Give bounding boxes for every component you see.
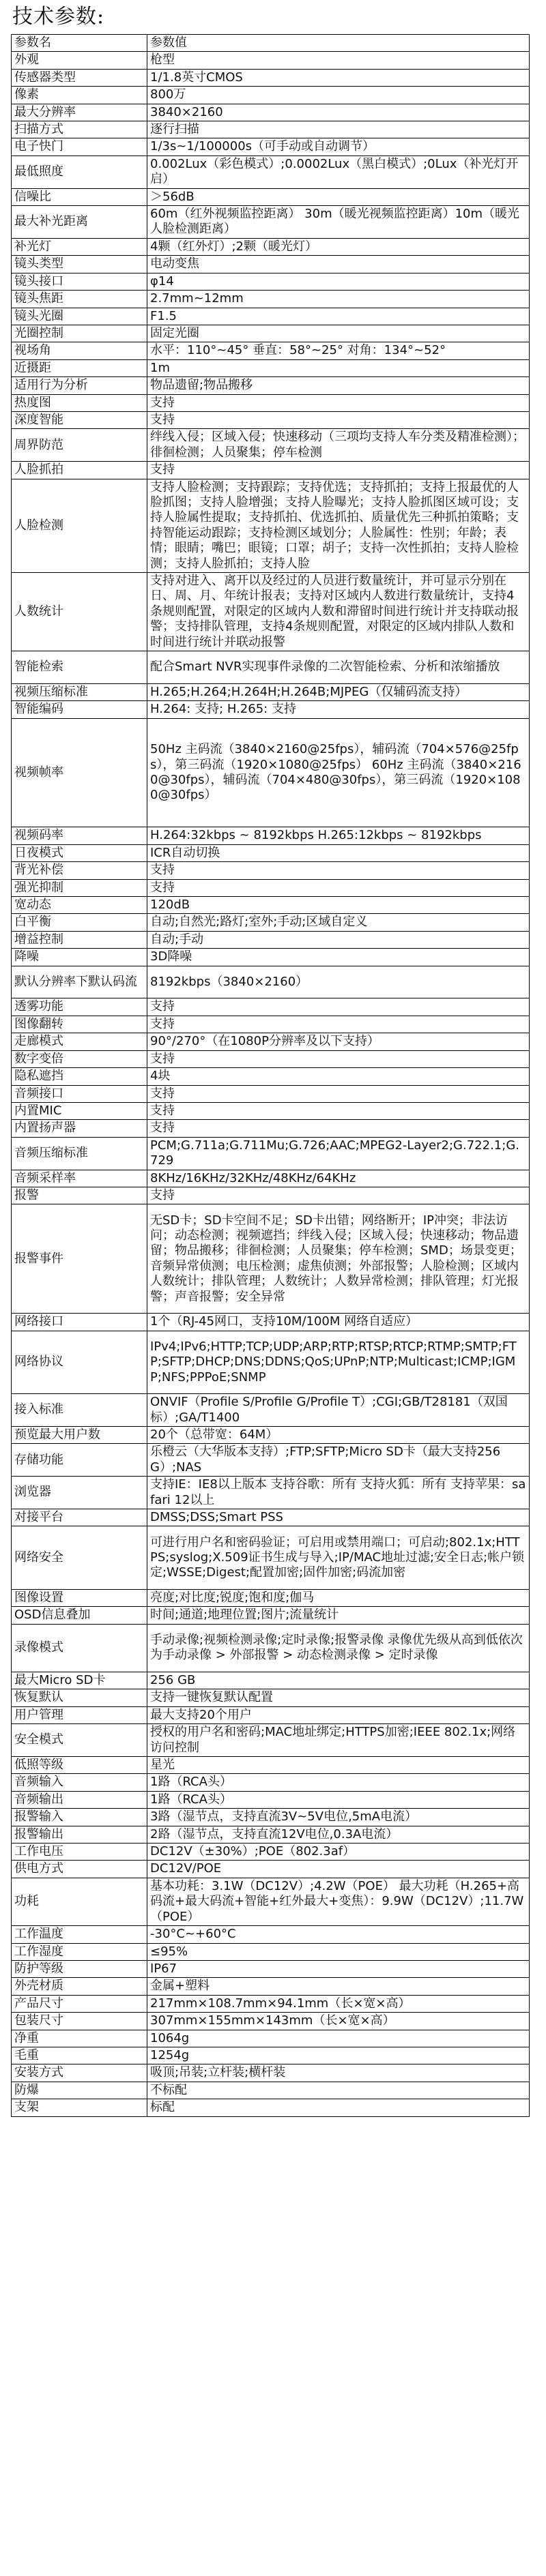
- param-value: 绊线入侵；区域入侵；快速移动（三项均支持人车分类及精准检测）；徘徊检测；人员聚集；停车检测: [147, 429, 530, 462]
- table-row: [12, 256, 530, 273]
- table-row: [12, 897, 530, 914]
- param-value: 0.002Lux（彩色模式）;0.0002Lux（黑白模式）;0Lux（补光灯开启）: [147, 156, 530, 188]
- table-row: [12, 844, 530, 861]
- param-name: 电子快门: [12, 138, 147, 156]
- table-row: [12, 121, 530, 138]
- table-row: [12, 1978, 530, 1995]
- param-name: 网络安全: [12, 1526, 147, 1590]
- param-value: 3840×2160: [147, 104, 530, 121]
- param-value: 1254g: [147, 2047, 530, 2064]
- param-value: ONVIF（Profile S/Profile G/Profile T）;CGI;GB/T28181（双国标）;GA/T1400: [147, 1394, 530, 1427]
- table-row: [12, 138, 530, 156]
- table-row: [12, 701, 530, 718]
- table-row: [12, 1033, 530, 1050]
- param-name: 报警输出: [12, 1826, 147, 1843]
- table-row: [12, 718, 530, 827]
- param-name: 白平衡: [12, 914, 147, 931]
- param-value: φ14: [147, 273, 530, 290]
- table-row: [12, 342, 530, 359]
- spec-table-body: [12, 35, 530, 2117]
- param-value: 手动录像;视频检测录像;定时录像;报警录像 录像优先级从高到低依次为手动录像 > 外部报警 > 动态检测录像 > 定时录像: [147, 1624, 530, 1672]
- table-row: [12, 651, 530, 684]
- table-row: [12, 914, 530, 931]
- param-name: 镜头接口: [12, 273, 147, 290]
- param-name: 默认分辨率下默认码流: [12, 966, 147, 998]
- table-row: [12, 394, 530, 411]
- table-row: [12, 966, 530, 998]
- table-row: [12, 429, 530, 462]
- param-value: 逐行扫描: [147, 121, 530, 138]
- param-value: 1个（RJ-45网口，支持10M/100M 网络自适应）: [147, 1314, 530, 1331]
- table-row: [12, 1050, 530, 1067]
- param-value: 无SD卡；SD卡空间不足；SD卡出错；网络断开；IP冲突；非法访问；动态检测；视频遮挡；绊线入侵；区域入侵；快速移动；物品遗留；物品搬移；徘徊检测；人员聚集；停车检测；SMD；场景变更；音频异常侦测；电压检测；虚焦侦测；外部报警；人脸检测；区域内人数统计；排队管理；人数统计；人数异常检测；排队管理；灯光报警；声音报警；安全异常: [147, 1204, 530, 1314]
- table-row: [12, 1314, 530, 1331]
- spec-table: [11, 34, 530, 2117]
- param-name: 浏览器: [12, 1477, 147, 1509]
- param-name: 支架: [12, 2099, 147, 2116]
- table-row: [12, 2047, 530, 2064]
- param-value: 支持: [147, 1085, 530, 1102]
- table-row: [12, 998, 530, 1016]
- param-value: 2路（湿节点，支持直流12V电位,0.3A电流）: [147, 1826, 530, 1843]
- param-name: 音频接口: [12, 1085, 147, 1102]
- table-row: [12, 462, 530, 479]
- param-name: 音频输出: [12, 1791, 147, 1808]
- param-name: 外壳材质: [12, 1978, 147, 1995]
- param-name: 存储功能: [12, 1444, 147, 1477]
- table-row: [12, 2013, 530, 2030]
- param-value: 支持对进入、离开以及经过的人员进行数量统计，并可显示分别在日、周、月、年统计报表；支持对区域内人数进行数量统计，支持4条规则配置，对限定的区域内人数和滞留时间进行统计并支持联动报警；支持排队管理，支持4条规则配置，对限定的区域内排队人数和时间进行统计并联动报警: [147, 573, 530, 651]
- table-row: [12, 1187, 530, 1204]
- param-name: 用户管理: [12, 1706, 147, 1723]
- param-name: 强光抑制: [12, 879, 147, 896]
- table-row: [12, 188, 530, 205]
- param-name: 对接平台: [12, 1509, 147, 1526]
- param-name: 内置扬声器: [12, 1120, 147, 1137]
- param-value: 支持: [147, 1102, 530, 1119]
- param-value: 支持: [147, 1120, 530, 1137]
- param-value: ＞56dB: [147, 188, 530, 205]
- table-row: [12, 479, 530, 572]
- param-value: DC12V/POE: [147, 1861, 530, 1878]
- table-row: [12, 1861, 530, 1878]
- param-value: 支持: [147, 879, 530, 896]
- param-value: 时间;通道;地理位置;图片;流量统计: [147, 1607, 530, 1624]
- table-row: [12, 291, 530, 308]
- param-name: 镜头光圈: [12, 308, 147, 325]
- param-value: 1064g: [147, 2030, 530, 2047]
- param-name: OSD信息叠加: [12, 1607, 147, 1624]
- param-name: 工作温度: [12, 1926, 147, 1943]
- table-row: [12, 1526, 530, 1590]
- param-name: 预览最大用户数: [12, 1426, 147, 1443]
- table-row: [12, 377, 530, 394]
- param-value: IP67: [147, 1960, 530, 1977]
- table-row: [12, 1331, 530, 1394]
- param-name: 数字变倍: [12, 1050, 147, 1067]
- param-name: 宽动态: [12, 897, 147, 914]
- table-row: [12, 1102, 530, 1119]
- param-name: 增益控制: [12, 931, 147, 948]
- param-name: 镜头类型: [12, 256, 147, 273]
- param-name: 安装方式: [12, 2064, 147, 2082]
- table-row: [12, 104, 530, 121]
- param-value: ≤95%: [147, 1943, 530, 1960]
- param-value: -30°C~+60°C: [147, 1926, 530, 1943]
- param-value: 枪型: [147, 52, 530, 69]
- table-row: [12, 931, 530, 948]
- param-name: 周界防范: [12, 429, 147, 462]
- param-value: 256 GB: [147, 1672, 530, 1689]
- param-name: 网络协议: [12, 1331, 147, 1394]
- param-value: PCM;G.711a;G.711Mu;G.726;AAC;MPEG2-Layer2;G.722.1;G.729: [147, 1137, 530, 1170]
- table-row: [12, 359, 530, 376]
- table-row: [12, 1204, 530, 1314]
- param-name: 工作电压: [12, 1844, 147, 1861]
- param-name: 信噪比: [12, 188, 147, 205]
- param-value: 支持: [147, 462, 530, 479]
- param-value: 4颗（红外灯）;2颗（暖光灯）: [147, 238, 530, 255]
- table-row: [12, 273, 530, 290]
- param-value: 授权的用户名和密码;MAC地址绑定;HTTPS加密;IEEE 802.1x;网络访问控制: [147, 1724, 530, 1757]
- param-name: 报警输入: [12, 1809, 147, 1826]
- param-name: 视频帧率: [12, 718, 147, 827]
- param-name: 智能编码: [12, 701, 147, 718]
- param-name: 报警事件: [12, 1204, 147, 1314]
- table-row: [12, 862, 530, 879]
- table-row: [12, 2082, 530, 2099]
- document-title: 技术参数:: [12, 5, 105, 29]
- param-name: 图像设置: [12, 1590, 147, 1607]
- table-row: [12, 1774, 530, 1791]
- param-name: 工作湿度: [12, 1943, 147, 1960]
- param-value: 支持一键恢复默认配置: [147, 1689, 530, 1706]
- param-value-header: 参数值: [147, 35, 530, 52]
- param-value: H.264: 支持; H.265: 支持: [147, 701, 530, 718]
- param-name: 传感器类型: [12, 69, 147, 86]
- param-value: 90°/270°（在1080P分辨率及以下支持）: [147, 1033, 530, 1050]
- table-row: [12, 1170, 530, 1187]
- param-value: DC12V（±30%）;POE（802.3af）: [147, 1844, 530, 1861]
- param-value: 800万: [147, 87, 530, 104]
- table-row: [12, 1689, 530, 1706]
- table-row: [12, 52, 530, 69]
- param-name: 热度图: [12, 394, 147, 411]
- table-row: [12, 1844, 530, 1861]
- param-value: 不标配: [147, 2082, 530, 2099]
- param-name: 内置MIC: [12, 1102, 147, 1119]
- param-value: 支持: [147, 1016, 530, 1033]
- param-name: 恢复默认: [12, 1689, 147, 1706]
- param-value: ICR自动切换: [147, 844, 530, 861]
- table-row: [12, 1995, 530, 2012]
- param-value: 自动;自然光;路灯;室外;手动;区域自定义: [147, 914, 530, 931]
- param-value: 支持: [147, 411, 530, 428]
- table-row: [12, 1444, 530, 1477]
- table-row: [12, 238, 530, 255]
- param-name: 扫描方式: [12, 121, 147, 138]
- param-value: 4块: [147, 1068, 530, 1085]
- param-name: 光圈控制: [12, 325, 147, 342]
- param-value: 2.7mm~12mm: [147, 291, 530, 308]
- param-name: 最大补光距离: [12, 206, 147, 239]
- param-name: 最低照度: [12, 156, 147, 188]
- param-value: H.264:32kbps ~ 8192kbps H.265:12kbps ~ 8192kbps: [147, 827, 530, 844]
- param-value: 8KHz/16KHz/32KHz/48KHz/64KHz: [147, 1170, 530, 1187]
- param-name: 外观: [12, 52, 147, 69]
- param-name: 隐私遮挡: [12, 1068, 147, 1085]
- spec-page: [0, 1, 546, 2576]
- param-name: 深度智能: [12, 411, 147, 428]
- param-value: 水平：110°~45° 垂直：58°~25° 对角：134°~52°: [147, 342, 530, 359]
- table-row: [12, 1943, 530, 1960]
- param-value: 支持IE：IE8以上版本 支持谷歌：所有 支持火狐：所有 支持苹果：safari 12以上: [147, 1477, 530, 1509]
- param-value: 支持: [147, 998, 530, 1016]
- param-name: 供电方式: [12, 1861, 147, 1878]
- param-name: 人数统计: [12, 573, 147, 651]
- param-value: 可进行用户名和密码验证；可启用或禁用端口；可启动;802.1x;HTTPS;syslog;X.509证书生成与导入;IP/MAC地址过滤;安全日志;帐户锁定;WSSE;Digest;配置加密;固件加密;码流加密: [147, 1526, 530, 1590]
- param-name: 镜头焦距: [12, 291, 147, 308]
- table-row: [12, 1791, 530, 1808]
- table-row: [12, 1878, 530, 1925]
- param-name: 走廊模式: [12, 1033, 147, 1050]
- param-name: 适用行为分析: [12, 377, 147, 394]
- param-name: 音频采样率: [12, 1170, 147, 1187]
- param-name: 近摄距: [12, 359, 147, 376]
- param-name: 毛重: [12, 2047, 147, 2064]
- param-value: 120dB: [147, 897, 530, 914]
- table-row: [12, 827, 530, 844]
- param-value: 配合Smart NVR实现事件录像的二次智能检索、分析和浓缩播放: [147, 651, 530, 684]
- param-value: 最大支持20个用户: [147, 1706, 530, 1723]
- param-value: 50Hz 主码流（3840×2160@25fps），辅码流（704×576@25fps），第三码流（1920×1080@25fps） 60Hz 主码流（3840×2160@30fps），辅码流（704×480@30fps），第三码流（1920×1080@30fps）: [147, 718, 530, 827]
- param-value: 1路（RCA头）: [147, 1774, 530, 1791]
- param-name: 产品尺寸: [12, 1995, 147, 2012]
- param-value: DMSS;DSS;Smart PSS: [147, 1509, 530, 1526]
- param-value: 1m: [147, 359, 530, 376]
- param-value: 亮度;对比度;锐度;饱和度;伽马: [147, 1590, 530, 1607]
- param-value: 支持人脸检测；支持跟踪；支持优选；支持抓拍；支持上报最优的人脸抓图；支持人脸增强；支持人脸曝光；支持人脸抓图区域可设；支持人脸属性提取；支持抓拍、优选抓拍、质量优先三种抓拍策略；支持智能运动跟踪；支持检测区域划分；人脸属性：性别；年龄；表情；眼睛；嘴巴；眼镜；口罩；胡子；支持一次性抓拍；支持人脸检测；支持人脸抓拍；支持人脸: [147, 479, 530, 572]
- param-name: 报警: [12, 1187, 147, 1204]
- param-value: 8192kbps（3840×2160）: [147, 966, 530, 998]
- param-name: 安全模式: [12, 1724, 147, 1757]
- table-row: [12, 1757, 530, 1774]
- param-name: 背光补偿: [12, 862, 147, 879]
- param-value: 乐橙云（大华版本支持）;FTP;SFTP;Micro SD卡（最大支持256G）;NAS: [147, 1444, 530, 1477]
- param-value: 3D降噪: [147, 949, 530, 966]
- param-value: 标配: [147, 2099, 530, 2116]
- table-row: [12, 1624, 530, 1672]
- param-name: 补光灯: [12, 238, 147, 255]
- table-row: [12, 69, 530, 86]
- param-name: 视频压缩标准: [12, 683, 147, 700]
- param-name: 视频码率: [12, 827, 147, 844]
- param-value: 支持: [147, 862, 530, 879]
- table-row: [12, 1394, 530, 1427]
- table-row: [12, 156, 530, 188]
- table-row: [12, 2099, 530, 2116]
- param-name-header: 参数名: [12, 35, 147, 52]
- table-row: [12, 1590, 530, 1607]
- table-row: [12, 206, 530, 239]
- table-row: [12, 1137, 530, 1170]
- table-row: [12, 325, 530, 342]
- param-name: 人脸抓拍: [12, 462, 147, 479]
- param-name: 网络接口: [12, 1314, 147, 1331]
- param-value: 支持: [147, 1187, 530, 1204]
- table-row: [12, 1607, 530, 1624]
- table-row: [12, 1085, 530, 1102]
- param-name: 音频压缩标准: [12, 1137, 147, 1170]
- param-name: 功耗: [12, 1878, 147, 1925]
- param-name: 防护等级: [12, 1960, 147, 1977]
- param-name: 人脸检测: [12, 479, 147, 572]
- table-row: [12, 411, 530, 428]
- table-header-row: [12, 35, 530, 52]
- param-name: 低照等级: [12, 1757, 147, 1774]
- param-value: 支持: [147, 394, 530, 411]
- param-value: 1/3s~1/100000s（可手动或自动调节）: [147, 138, 530, 156]
- table-row: [12, 1724, 530, 1757]
- param-name: 包装尺寸: [12, 2013, 147, 2030]
- param-name: 接入标准: [12, 1394, 147, 1427]
- param-value: 1路（RCA头）: [147, 1791, 530, 1808]
- table-row: [12, 1068, 530, 1085]
- table-row: [12, 2030, 530, 2047]
- table-row: [12, 1926, 530, 1943]
- table-row: [12, 308, 530, 325]
- param-value: F1.5: [147, 308, 530, 325]
- table-row: [12, 1809, 530, 1826]
- table-row: [12, 573, 530, 651]
- table-row: [12, 1426, 530, 1443]
- param-value: 电动变焦: [147, 256, 530, 273]
- param-name: 净重: [12, 2030, 147, 2047]
- param-value: 星光: [147, 1757, 530, 1774]
- table-row: [12, 949, 530, 966]
- param-value: 60m（红外视频监控距离） 30m（暖光视频监控距离）10m（暖光人脸检测距离）: [147, 206, 530, 239]
- param-value: 物品遗留;物品搬移: [147, 377, 530, 394]
- param-value: 金属+塑料: [147, 1978, 530, 1995]
- param-value: 20个（总带宽：64M）: [147, 1426, 530, 1443]
- table-row: [12, 879, 530, 896]
- table-row: [12, 1960, 530, 1977]
- table-row: [12, 1672, 530, 1689]
- param-name: 音频输入: [12, 1774, 147, 1791]
- param-value: 吸顶;吊装;立杆装;横杆装: [147, 2064, 530, 2082]
- param-value: 307mm×155mm×143mm（长×宽×高）: [147, 2013, 530, 2030]
- param-value: 自动;手动: [147, 931, 530, 948]
- table-row: [12, 2064, 530, 2082]
- param-name: 视场角: [12, 342, 147, 359]
- table-row: [12, 1016, 530, 1033]
- param-name: 录像模式: [12, 1624, 147, 1672]
- param-value: H.265;H.264;H.264H;H.264B;MJPEG（仅辅码流支持）: [147, 683, 530, 700]
- param-value: IPv4;IPv6;HTTP;TCP;UDP;ARP;RTP;RTSP;RTCP;RTMP;SMTP;FTP;SFTP;DHCP;DNS;DDNS;QoS;UPnP;NTP;Multicast;ICMP;IGMP;NFS;PPPoE;SNMP: [147, 1331, 530, 1394]
- param-value: 1/1.8英寸CMOS: [147, 69, 530, 86]
- table-row: [12, 1477, 530, 1509]
- param-value: 217mm×108.7mm×94.1mm（长×宽×高）: [147, 1995, 530, 2012]
- param-value: 支持: [147, 1050, 530, 1067]
- param-name: 图像翻转: [12, 1016, 147, 1033]
- table-row: [12, 683, 530, 700]
- param-name: 最大分辨率: [12, 104, 147, 121]
- param-value: 3路（湿节点，支持直流3V~5V电位,5mA电流）: [147, 1809, 530, 1826]
- param-name: 像素: [12, 87, 147, 104]
- param-name: 最大Micro SD卡: [12, 1672, 147, 1689]
- param-name: 日夜模式: [12, 844, 147, 861]
- table-row: [12, 1826, 530, 1843]
- param-value: 基本功耗：3.1W（DC12V）;4.2W（POE） 最大功耗（H.265+高码流+最大码流+智能+红外最大+变焦）：9.9W（DC12V）;11.7W（POE）: [147, 1878, 530, 1925]
- table-row: [12, 1120, 530, 1137]
- param-name: 防爆: [12, 2082, 147, 2099]
- param-name: 智能检索: [12, 651, 147, 684]
- table-row: [12, 87, 530, 104]
- table-row: [12, 1509, 530, 1526]
- param-name: 降噪: [12, 949, 147, 966]
- table-row: [12, 1706, 530, 1723]
- param-value: 固定光圈: [147, 325, 530, 342]
- param-name: 透雾功能: [12, 998, 147, 1016]
